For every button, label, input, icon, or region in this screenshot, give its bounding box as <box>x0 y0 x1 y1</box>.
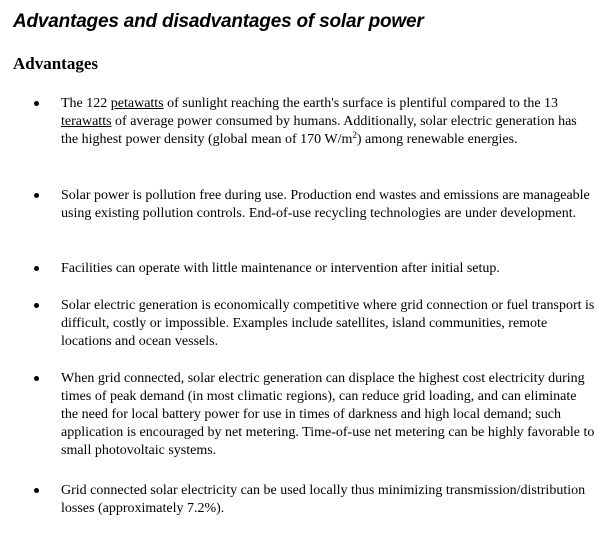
text-run: ) among renewable energies. <box>356 132 518 147</box>
petawatts-link[interactable]: petawatts <box>110 96 164 111</box>
bullet-icon <box>34 488 39 493</box>
page-title: Advantages and disadvantages of solar power <box>13 11 424 32</box>
list-item-text: Solar power is pollution free during use. Production end wastes and emissions are manageable using existing pollution controls. End-of-use recycling technologies are under development. <box>61 188 590 221</box>
terawatts-link[interactable]: terawatts <box>61 114 112 129</box>
section-heading-advantages: Advantages <box>13 54 99 73</box>
bullet-icon <box>34 303 39 308</box>
text-run: of sunlight reaching the earth's surface is plentiful compared to the 13 <box>163 96 559 111</box>
superscript: 2 <box>352 130 357 140</box>
text-run: The 122 <box>61 96 111 111</box>
bullet-icon <box>34 193 39 198</box>
bullet-icon <box>34 376 39 381</box>
bullet-icon <box>34 101 39 106</box>
list-item-text: Solar electric generation is economically competitive where grid connection or fuel transport is difficult, costly or impossible. Examples include satellites, island communities, remote locations and ocean vessels. <box>61 298 595 349</box>
list-item-text <box>61 95 596 149</box>
text-run: of average power consumed by humans. Additionally, solar electric generation has the highest power density (global mean of 170 W/m <box>61 114 577 147</box>
bullet-icon <box>34 266 39 271</box>
list-item-text: Facilities can operate with little maintenance or intervention after initial setup. <box>61 261 500 276</box>
list-item-text: When grid connected, solar electric generation can displace the highest cost electricity during times of peak demand (in most climatic regions), can reduce grid loading, and can eliminate the need for local battery power for use in times of darkness and high local demand; such application is encouraged by net metering. Time-of-use net metering can be highly favorable to small photovoltaic systems. <box>61 371 595 458</box>
list-item-text: Grid connected solar electricity can be used locally thus minimizing transmission/distribution losses (approximately 7.2%). <box>61 483 586 516</box>
